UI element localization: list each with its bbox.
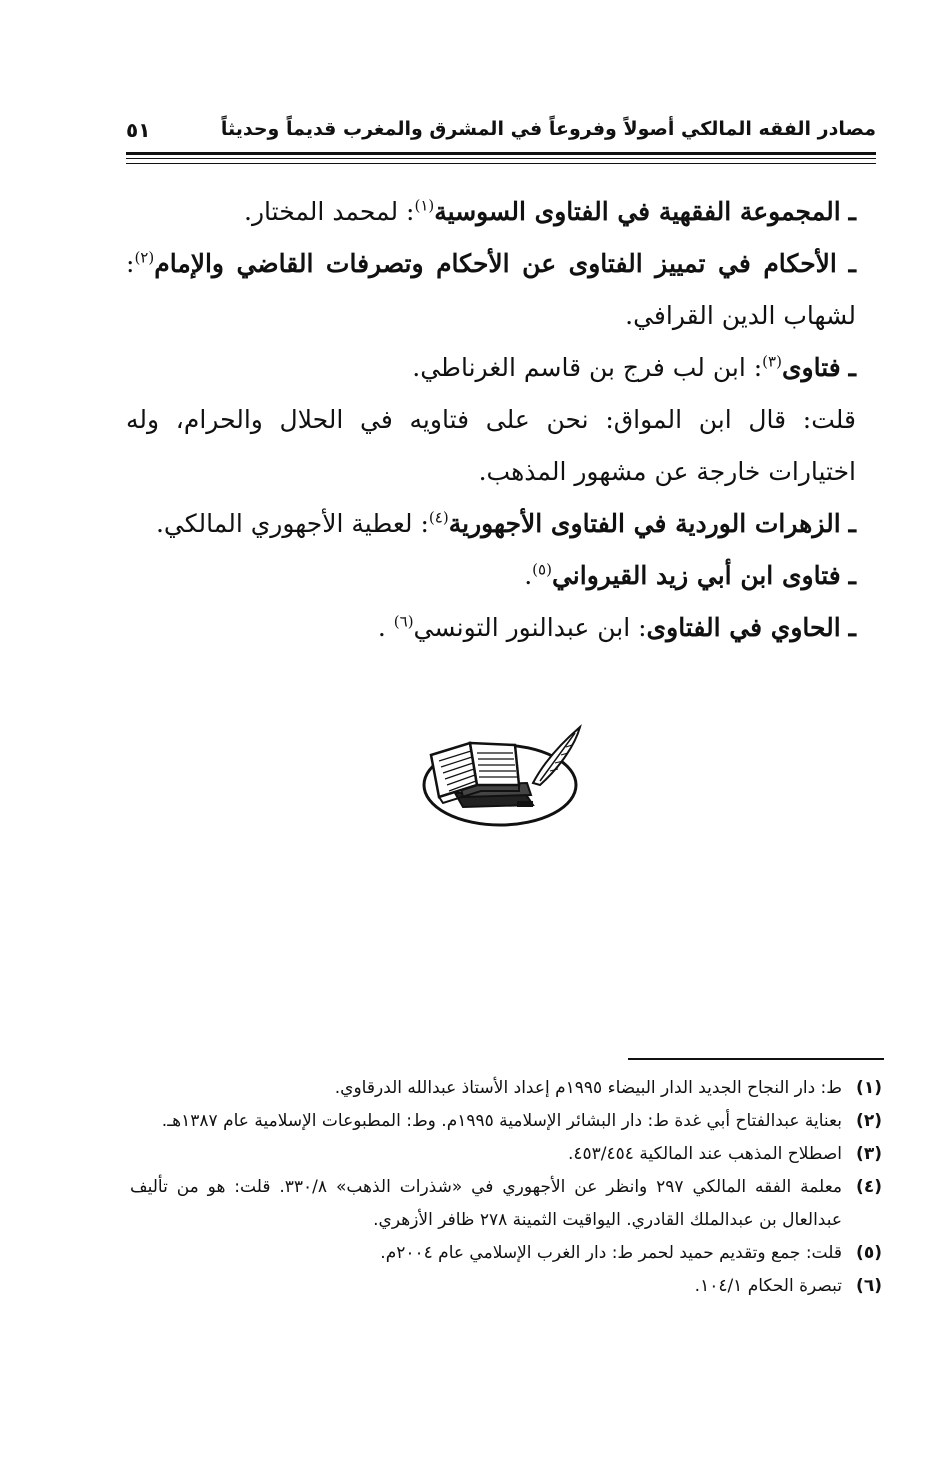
page-number: ٥١	[126, 118, 151, 142]
footnote-4	[130, 1171, 882, 1237]
footnote-6	[130, 1270, 882, 1303]
header-rule-thick	[126, 152, 876, 155]
footnote-number: (٣)	[856, 1144, 882, 1164]
footnote-number: (٤)	[856, 1177, 882, 1197]
footnotes	[130, 1072, 882, 1303]
entry-3: ـ فتاوى$^{(٣)}$: ابن لب فرج بن قاسم الغرناطي.	[412, 352, 856, 382]
footnote-number: (٥)	[856, 1243, 882, 1263]
entry-5: ـ فتاوى ابن أبي زيد القيرواني$^{(٥)}$.	[524, 560, 856, 590]
footnote-ref: (١)	[414, 196, 435, 215]
footnote-text: معلمة الفقه المالكي ٢٩٧ وانظر عن الأجهوري في «شذرات الذهب» ٣٣٠/٨. قلت: هو من تأليف عبدالعال بن عبدالملك القادري. اليواقيت الثمينة ٢٧٨ ظافر الأزهري.	[130, 1177, 842, 1230]
entry-2: ـ الأحكام في تمييز الفتاوى عن الأحكام وتصرفات القاضي والإمام$^{(٢)}$: لشهاب الدين القرافي.	[126, 248, 856, 330]
commentary-paragraph: قلت: قال ابن المواق: نحن على فتاويه في الحلال والحرام، وله اختيارات خارجة عن مشهور المذهب.	[126, 405, 856, 486]
entry-title: الزهرات الوردية في الفتاوى الأجهورية	[448, 509, 841, 538]
footnote-ref: (٤)	[428, 508, 449, 527]
entry-title: فتاوى	[781, 353, 841, 382]
footnote-number: (١)	[856, 1078, 882, 1098]
header-rule-thin-2	[126, 163, 876, 164]
footnote-number: (٦)	[856, 1276, 882, 1296]
header-rule-thin	[126, 158, 876, 159]
entry-title: الأحكام في تمييز الفتاوى عن الأحكام وتصرفات القاضي والإمام	[154, 249, 837, 278]
footnote-text: ط: دار النجاح الجديد الدار البيضاء ١٩٩٥م إعداد الأستاذ عبدالله الدرقاوي.	[334, 1078, 842, 1098]
footnote-5	[130, 1237, 882, 1270]
entry-6: ـ الحاوي في الفتاوى: ابن عبدالنور التونسي$^{(٦)}$ .	[377, 612, 856, 642]
footnote-3	[130, 1138, 882, 1171]
footnote-ref: (٢)	[134, 248, 155, 267]
entry-title: الحاوي في الفتاوى	[646, 613, 841, 642]
entry-title: المجموعة الفقهية في الفتاوى السوسية	[434, 197, 841, 226]
running-title: مصادر الفقه المالكي أصولاً وفروعاً في المشرق والمغرب قديماً وحديثاً	[220, 118, 876, 140]
footnote-text: بعناية عبدالفتاح أبي غدة ط: دار البشائر الإسلامية ١٩٩٥م. وط: المطبوعات الإسلامية عام ١٣٨٧هـ.	[161, 1111, 842, 1131]
footnote-ref: (٣)	[762, 352, 782, 371]
book-and-quill-icon	[415, 715, 585, 830]
footnote-text: تبصرة الحكام ١٠٤/١.	[694, 1276, 842, 1296]
footnote-separator	[628, 1058, 884, 1060]
footnote-text: قلت: جمع وتقديم حميد لحمر ط: دار الغرب الإسلامي عام ٢٠٠٤م.	[380, 1243, 842, 1263]
footnote-2	[130, 1105, 882, 1138]
footnote-text: اصطلاح المذهب عند المالكية ٤٥٣/٤٥٤.	[568, 1144, 842, 1164]
entry-4: ـ الزهرات الوردية في الفتاوى الأجهورية$^{(٤)}$: لعطية الأجهوري المالكي.	[155, 508, 856, 538]
entry-1: ـ المجموعة الفقهية في الفتاوى السوسية$^{(١)}$: لمحمد المختار.	[244, 196, 856, 226]
footnote-ref: (٦)	[393, 612, 414, 631]
footnote-ref: (٥)	[532, 560, 552, 579]
main-text	[126, 186, 876, 654]
footnote-number: (٢)	[856, 1111, 882, 1131]
entry-title: فتاوى ابن أبي زيد القيرواني	[551, 561, 841, 590]
footnote-1	[130, 1072, 882, 1105]
